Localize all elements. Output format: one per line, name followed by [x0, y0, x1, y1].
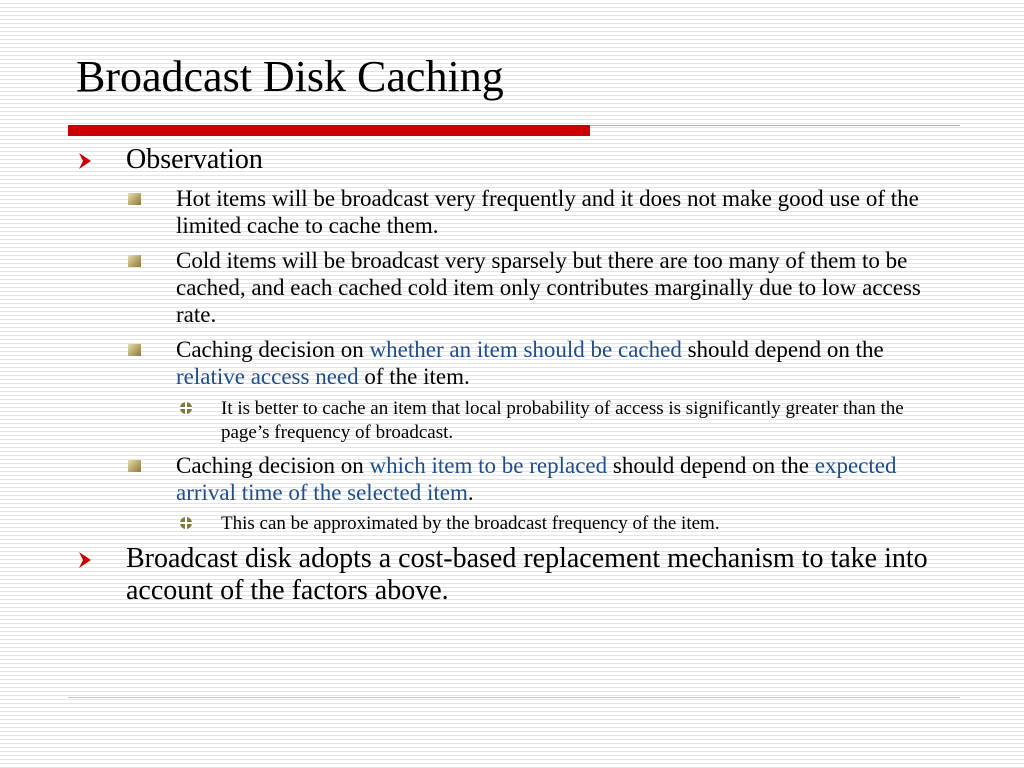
bullet-level2-hot-items — [176, 185, 936, 239]
bullet-text: This can be approximated by the broadcast frequency of the item. — [221, 513, 720, 534]
bullet-text-part: of the item. — [358, 364, 470, 389]
arrowhead-bullet-icon — [78, 152, 92, 170]
bullet-level1-observation — [126, 144, 956, 176]
bullet-text: Cold items will be broadcast very sparsely but there are too many of them to be cached, and each cached cold item only contributes marginally due to low access rate. — [176, 248, 921, 327]
bullet-text-part: . — [467, 480, 474, 505]
highlighted-phrase: whether an item should be cached — [369, 337, 682, 362]
square-bullet-icon — [128, 344, 141, 356]
bullet-level3-approximated — [221, 512, 921, 536]
bullet-text-part: should depend on the — [681, 337, 884, 362]
highlighted-phrase: relative access need — [176, 364, 359, 389]
title-underline-accent — [68, 125, 590, 136]
bullet-level2-caching-decision-replace — [176, 452, 936, 506]
highlighted-phrase: expected arrival time of the selected item — [176, 453, 897, 505]
bullet-text: Broadcast disk adopts a cost-based replacement mechanism to take into account of the factors above. — [126, 543, 928, 606]
square-bullet-icon — [128, 255, 141, 267]
footer-divider — [68, 697, 960, 698]
bullet-level1-broadcast-disk — [126, 543, 956, 607]
arrowhead-bullet-icon — [78, 551, 92, 569]
bullet-text-part: should depend on the — [607, 453, 815, 478]
bullet-text-part: Caching decision on — [176, 453, 370, 478]
slide-title: Broadcast Disk Caching — [76, 52, 504, 101]
bullet-level2-cold-items — [176, 247, 936, 328]
round-bullet-icon — [180, 517, 192, 529]
bullet-text: Hot items will be broadcast very frequently and it does not make good use of the limited cache to cache them. — [176, 186, 919, 238]
bullet-level2-caching-decision-cache — [176, 336, 936, 390]
highlighted-phrase: which item to be replaced — [369, 453, 608, 478]
bullet-text: Observation — [126, 144, 263, 175]
bullet-level3-better-to-cache — [221, 397, 921, 445]
bullet-text: It is better to cache an item that local probability of access is significantly greater than the page’s frequency of broadcast. — [221, 398, 904, 443]
round-bullet-icon — [180, 402, 192, 414]
bullet-text-part: Caching decision on — [176, 337, 370, 362]
square-bullet-icon — [128, 460, 141, 472]
square-bullet-icon — [128, 193, 141, 205]
